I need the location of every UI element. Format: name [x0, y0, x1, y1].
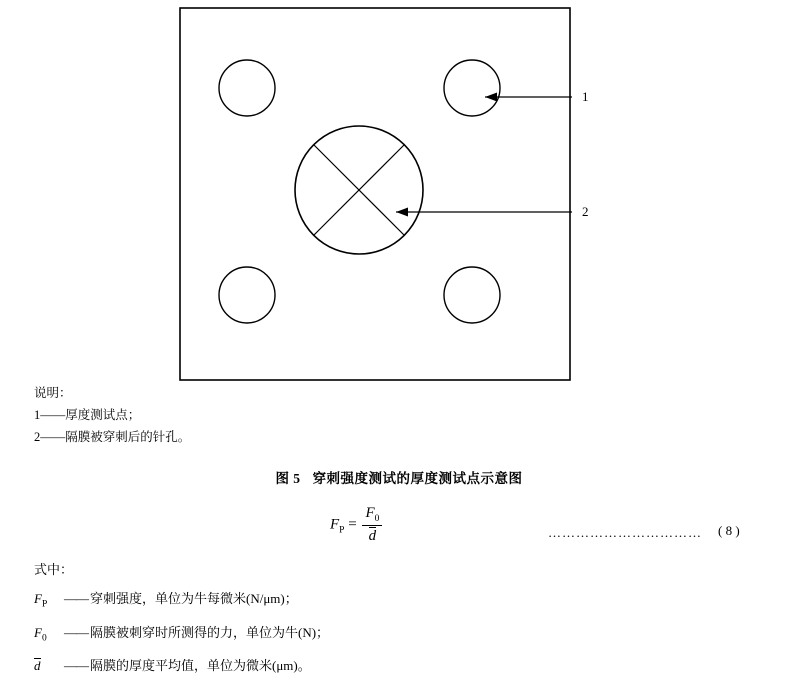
definition-item-fp: [34, 585, 774, 619]
definition-item-f0: [34, 619, 774, 653]
equation-numerator-subscript: 0: [374, 514, 380, 524]
callout-label-2: 2: [582, 204, 589, 219]
equation-denominator: [362, 526, 382, 545]
definition-text-fp: 穿刺强度，单位为牛每微米(N/μm)；: [90, 591, 298, 606]
thickness-point-top-left: [219, 60, 275, 116]
definition-symbol-fp-sub: P: [41, 599, 48, 610]
definition-dash-f0: ——: [64, 624, 88, 640]
definition-symbol-d: [34, 652, 60, 679]
equation-equals: =: [348, 516, 357, 533]
figure-legend: [34, 382, 534, 448]
definition-symbol-f0: [34, 619, 60, 653]
definition-symbol-fp: [34, 585, 60, 619]
equation-fraction: [362, 505, 382, 545]
figure-caption-number: 图 5: [275, 471, 301, 486]
definitions-block: [34, 556, 774, 679]
equation-leader-dots: ……………………………: [548, 525, 702, 540]
definition-text-f0: 隔膜被刺穿时所测得的力，单位为牛(N)；: [90, 624, 330, 640]
equation-row: [0, 505, 798, 559]
callout-label-1: 1: [582, 89, 589, 104]
thickness-point-bottom-left: [219, 267, 275, 323]
definition-symbol-f0-base: F: [34, 624, 42, 640]
thickness-point-bottom-right: [444, 267, 500, 323]
thickness-point-top-right: [444, 60, 500, 116]
definition-symbol-f0-sub: 0: [41, 633, 47, 644]
definition-dash-d: ——: [64, 658, 88, 674]
legend-item-1: 1——厚度测试点；: [34, 408, 141, 422]
legend-item-2: 2——隔膜被穿刺后的针孔。: [34, 430, 191, 444]
definition-symbol-fp-base: F: [34, 591, 42, 606]
equation-numerator: [362, 505, 382, 526]
definition-dash-fp: ——: [64, 591, 88, 606]
equation-denominator-symbol: d: [368, 528, 377, 544]
legend-heading: 说明：: [34, 386, 72, 400]
leader-arrowhead-1: [485, 93, 497, 102]
equation-numerator-symbol: F: [365, 505, 375, 521]
equation-lhs-subscript: P: [339, 525, 345, 536]
definitions-heading: 式中：: [34, 562, 74, 577]
equation-number: ( 8 ): [718, 523, 740, 538]
equation-formula: [330, 505, 384, 545]
leader-arrowhead-2: [396, 208, 408, 217]
definition-text-d: 隔膜的厚度平均值，单位为微米(μm)。: [90, 658, 311, 674]
sample-square: [180, 8, 570, 380]
definition-symbol-d-base: d: [34, 658, 41, 674]
definition-item-d: [34, 652, 774, 679]
figure-caption: [0, 467, 798, 487]
equation-lhs-symbol: F: [330, 516, 340, 533]
figure-caption-text: 穿刺强度测试的厚度测试点示意图: [312, 471, 523, 486]
